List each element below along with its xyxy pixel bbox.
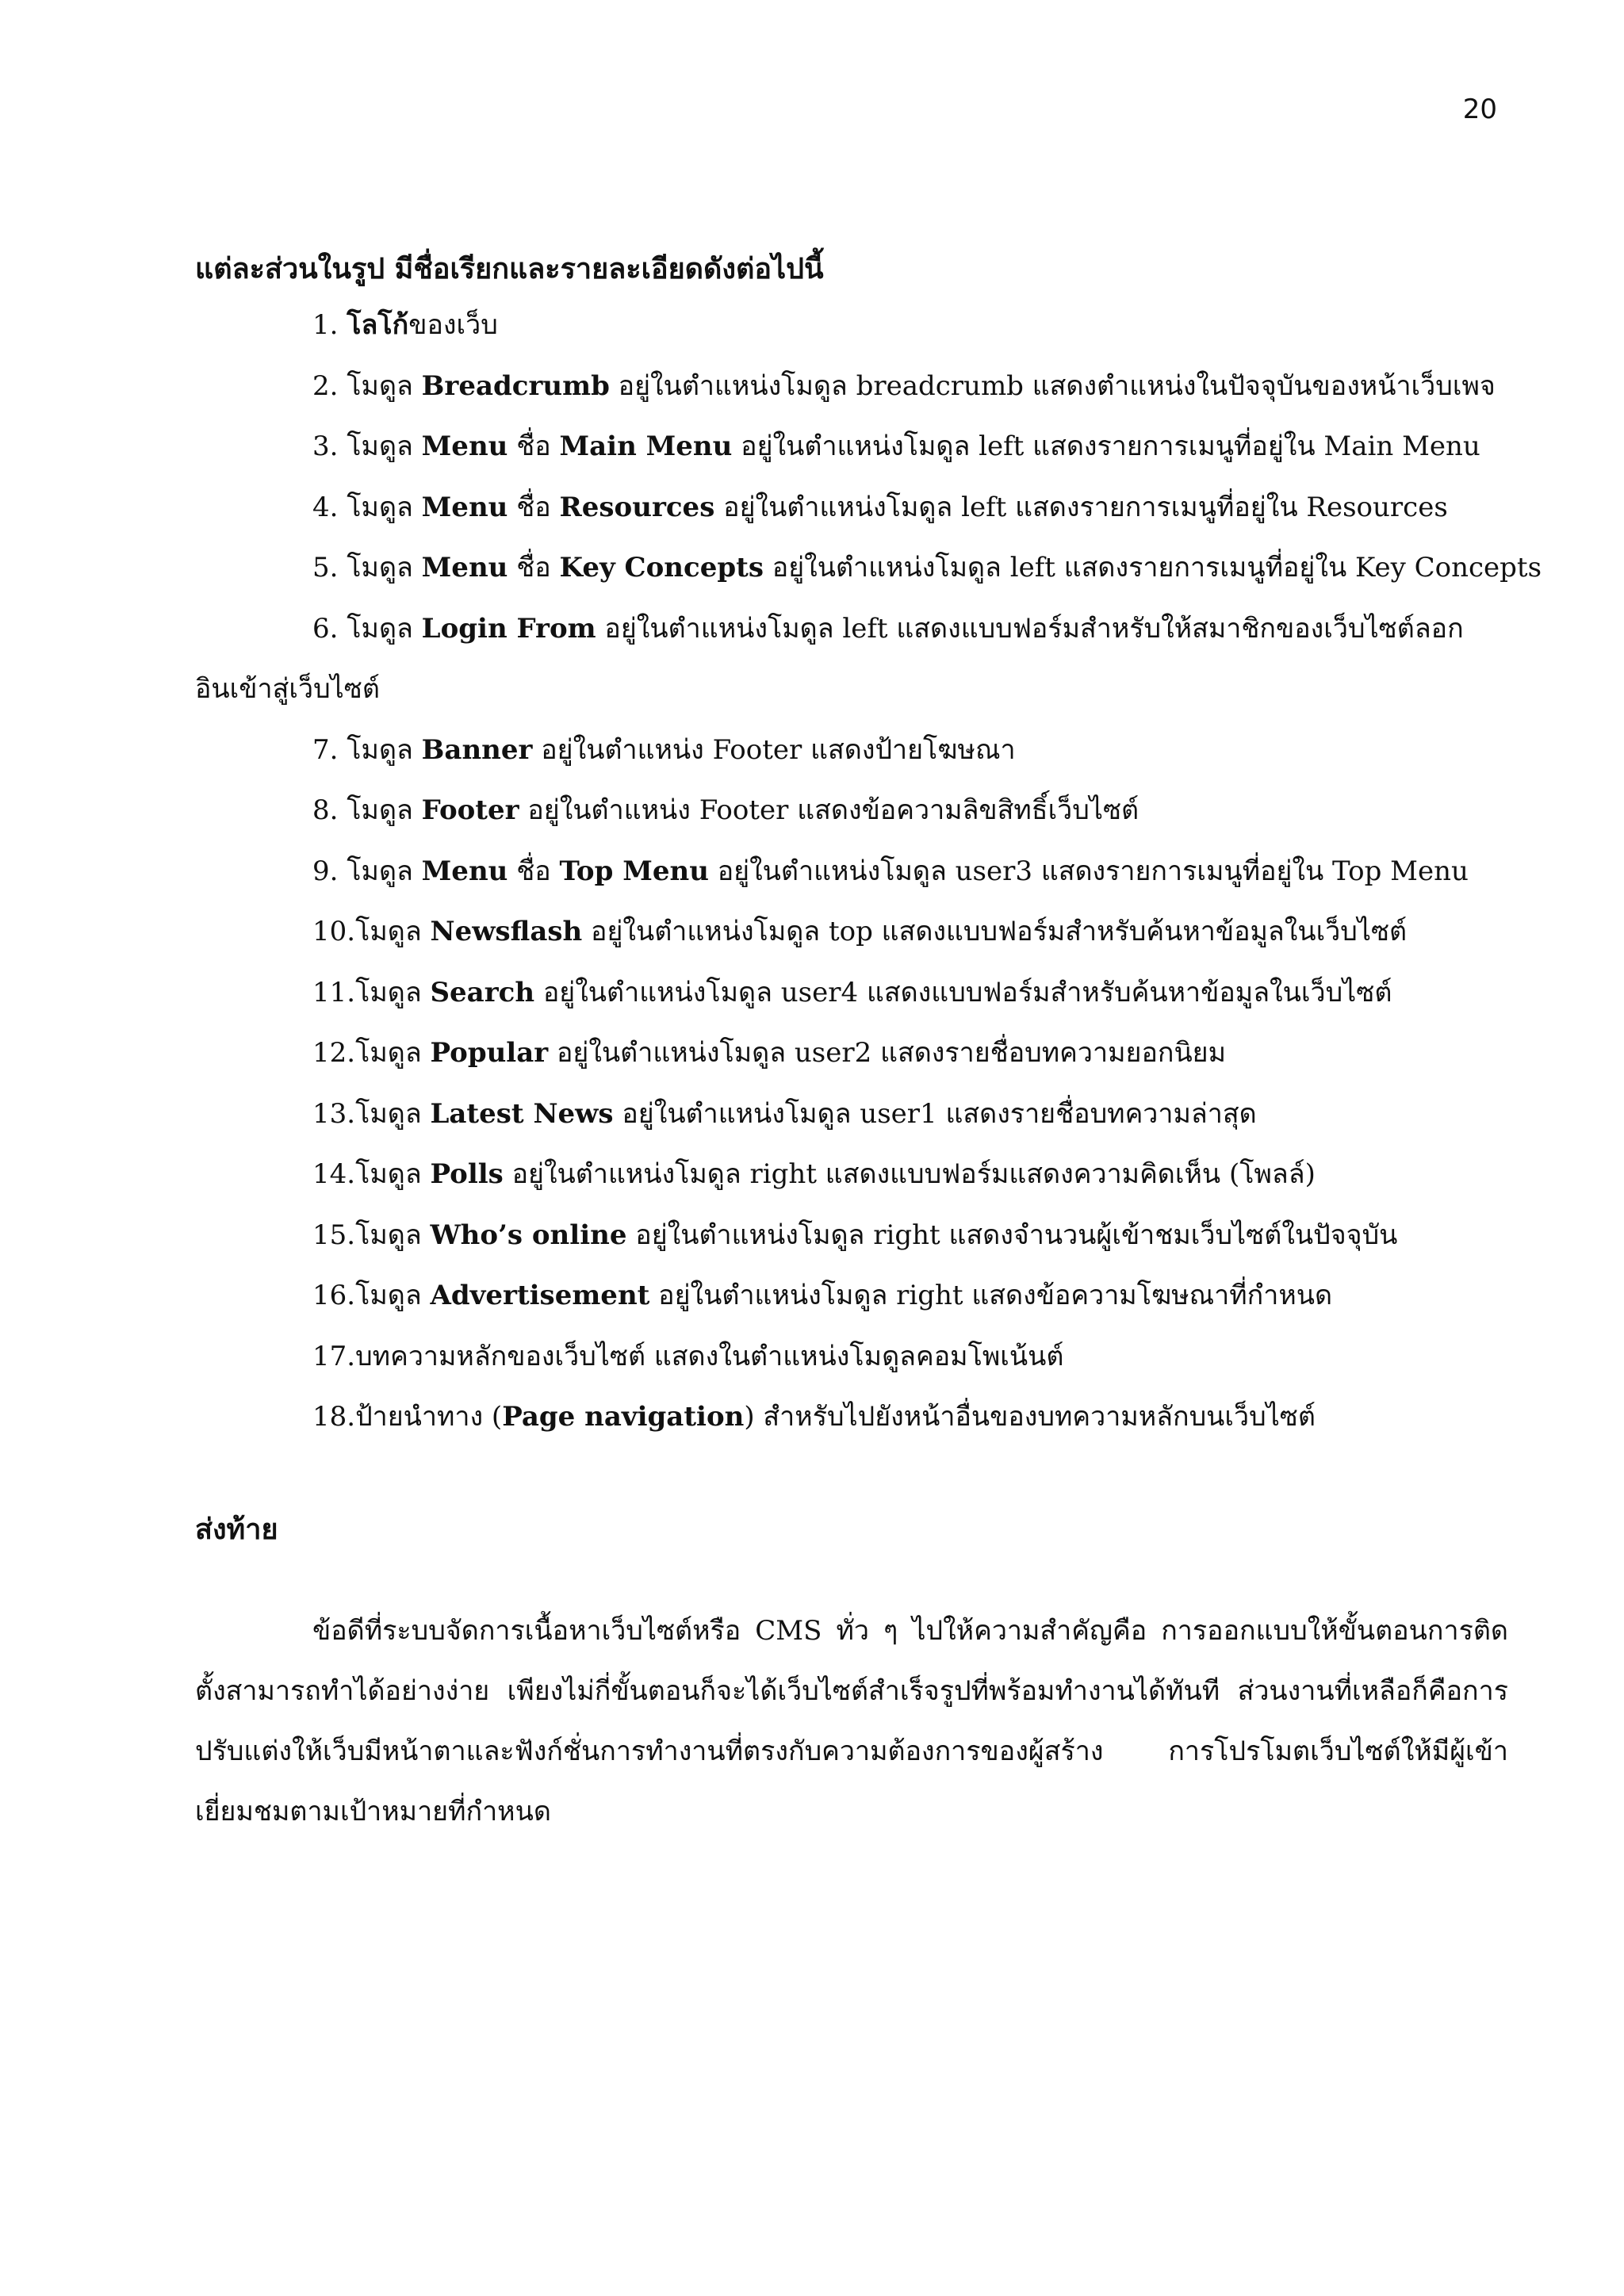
item-number: 4. [312, 491, 339, 523]
item-module-name: Login From [421, 612, 596, 645]
list-item [195, 780, 1511, 841]
item-text: โมดูล [355, 1280, 431, 1311]
item-number: 6. [312, 612, 339, 645]
item-text: ชื่อ [508, 552, 560, 584]
item-description: อยู่ในตำแหน่งโมดูล left แสดงแบบฟอร์มสำหรับให้สมาชิกของเว็บไซต์ลอก [596, 612, 1464, 645]
item-number: 10. [312, 916, 356, 947]
page-number: 20 [1462, 94, 1497, 125]
item-number: 1. [312, 309, 339, 341]
item-description-continued: อินเข้าสู่เว็บไซต์ [195, 673, 380, 705]
item-text: โมดูล [347, 369, 422, 402]
item-description: อยู่ในตำแหน่งโมดูล left แสดงรายการเมนูที่อยู่ใน Key Concepts [763, 552, 1542, 584]
item-module-name: Footer [421, 794, 519, 826]
item-menu-name: Top Menu [559, 855, 709, 887]
item-description: อยู่ในตำแหน่งโมดูล right แสดงจำนวนผู้เข้าชมเว็บไซต์ในปัจจุบัน [626, 1219, 1398, 1251]
list-item [195, 1326, 1511, 1387]
module-list [195, 295, 1542, 1448]
item-description: อยู่ในตำแหน่งโมดูล user2 แสดงรายชื่อบทความยอกนิยม [548, 1037, 1227, 1069]
item-number: 12. [312, 1037, 356, 1069]
item-module-name: Menu [421, 491, 508, 523]
list-item [195, 1265, 1511, 1326]
item-module-name: Page navigation [502, 1401, 745, 1433]
list-item [195, 538, 1542, 599]
item-module-name: Polls [430, 1158, 504, 1190]
item-text: โมดูล [355, 976, 431, 1008]
item-text: บทความหลักของเว็บไซต์ แสดงในตำแหน่งโมดูลคอมโพเน้นต์ [355, 1340, 1064, 1372]
item-module-name: Menu [421, 552, 508, 584]
list-item [195, 1205, 1511, 1266]
item-number: 2. [312, 369, 339, 402]
item-text: โมดูล [355, 1158, 431, 1190]
item-module-name: Advertisement [430, 1280, 650, 1311]
item-number: 11. [312, 976, 356, 1008]
item-number: 17. [312, 1340, 356, 1372]
item-description: ของเว็บ [408, 309, 498, 341]
item-description: อยู่ในตำแหน่งโมดูล left แสดงรายการเมนูที่อยู่ใน Main Menu [732, 430, 1480, 462]
item-menu-name: Resources [559, 491, 715, 523]
list-item [195, 599, 1511, 720]
item-text: โมดูล [355, 1037, 431, 1069]
item-module-name: Breadcrumb [421, 369, 610, 402]
item-text: ชื่อ [508, 430, 560, 462]
item-description: อยู่ในตำแหน่งโมดูล user4 แสดงแบบฟอร์มสำหรับค้นหาข้อมูลในเว็บไซต์ [534, 976, 1392, 1008]
item-description: อยู่ในตำแหน่งโมดูล left แสดงรายการเมนูที่อยู่ใน Resources [714, 491, 1448, 523]
item-module-name: Banner [421, 733, 533, 766]
item-number: 18. [312, 1401, 356, 1433]
list-item [195, 901, 1511, 962]
list-item [195, 416, 1511, 477]
item-number: 5. [312, 552, 339, 584]
item-number: 7. [312, 733, 339, 766]
closing-heading: ส่งท้าย [195, 1513, 278, 1546]
item-text: ป้ายนำทาง ( [355, 1401, 503, 1433]
item-number: 14. [312, 1158, 356, 1190]
item-text: โมดูล [355, 916, 431, 947]
item-description: อยู่ในตำแหน่งโมดูล breadcrumb แสดงตำแหน่งในปัจจุบันของหน้าเว็บเพจ [609, 369, 1496, 402]
section-heading: แต่ละส่วนในรูป มีชื่อเรียกและรายละเอียดดังต่อไปนี้ [195, 252, 824, 285]
item-description: อยู่ในตำแหน่งโมดูล user3 แสดงรายการเมนูที่อยู่ใน Top Menu [708, 855, 1469, 887]
item-description: อยู่ในตำแหน่ง Footer แสดงป้ายโฆษณา [532, 733, 1016, 766]
list-item [195, 477, 1511, 538]
item-module-name: Newsflash [430, 916, 583, 947]
item-description: อยู่ในตำแหน่งโมดูล right แสดงแบบฟอร์มแสดงความคิดเห็น (โพลล์) [503, 1158, 1316, 1190]
item-number: 13. [312, 1097, 356, 1130]
item-text: โมดูล [347, 491, 422, 523]
item-text: โมดูล [347, 552, 422, 584]
item-text: โมดูล [355, 1219, 431, 1251]
item-number: 9. [312, 855, 339, 887]
list-item [195, 1084, 1511, 1145]
item-text: โมดูล [347, 733, 422, 766]
item-text: ชื่อ [508, 491, 560, 523]
item-number: 3. [312, 430, 339, 462]
item-description: อยู่ในตำแหน่งโมดูล right แสดงข้อความโฆษณาที่กำหนด [649, 1280, 1333, 1311]
item-text: โมดูล [347, 430, 422, 462]
item-menu-name: Key Concepts [559, 552, 764, 584]
item-number: 15. [312, 1219, 356, 1251]
item-module-name: Menu [421, 430, 508, 462]
item-text: โมดูล [347, 612, 422, 645]
list-item [195, 720, 1511, 781]
item-module-name: Latest News [430, 1097, 614, 1130]
item-description: อยู่ในตำแหน่ง Footer แสดงข้อความลิขสิทธิ์เว็บไซต์ [519, 794, 1139, 826]
item-text: ชื่อ [508, 855, 560, 887]
item-description: อยู่ในตำแหน่งโมดูล top แสดงแบบฟอร์มสำหรับค้นหาข้อมูลในเว็บไซต์ [582, 916, 1408, 947]
item-module-name: Menu [421, 855, 508, 887]
item-text: โมดูล [355, 1097, 431, 1130]
item-module-name: Search [430, 976, 535, 1008]
item-module-name: Who’s online [430, 1219, 627, 1251]
list-item [195, 295, 1511, 356]
item-module-name: โลโก้ [347, 309, 409, 341]
item-text: โมดูล [347, 794, 422, 826]
item-number: 16. [312, 1280, 356, 1311]
list-item [195, 1144, 1511, 1205]
item-module-name: Popular [430, 1037, 549, 1069]
list-item [195, 841, 1511, 902]
closing-paragraph: ข้อดีที่ระบบจัดการเนื้อหาเว็บไซต์หรือ CMS ทั่ว ๆ ไปให้ความสำคัญคือ การออกแบบให้ขั้นตอนการติดตั้งสามารถทำได้อย่างง่าย เพียงไม่กี่ขั้นตอนก็จะได้เว็บไซต์สำเร็จรูปที่พร้อมทำงานได้ทันที ส่วนงานที่เหลือก็คือการปรับแต่งให้เว็บมีหน้าตาและฟังก์ชั่นการทำงานที่ตรงกับความต้องการของผู้สร้าง การโปรโมตเว็บไซต์ให้มีผู้เข้าเยี่ยมชมตามเป้าหมายที่กำหนด [195, 1615, 1508, 1827]
list-item [195, 1387, 1511, 1448]
item-text: โมดูล [347, 855, 422, 887]
item-number: 8. [312, 794, 339, 826]
item-description: อยู่ในตำแหน่งโมดูล user1 แสดงรายชื่อบทความล่าสุด [613, 1097, 1257, 1130]
item-menu-name: Main Menu [559, 430, 733, 462]
list-item [195, 962, 1511, 1024]
list-item [195, 356, 1511, 417]
item-description: ) สำหรับไปยังหน้าอื่นของบทความหลักบนเว็บไซต์ [744, 1401, 1316, 1433]
list-item [195, 1023, 1511, 1084]
